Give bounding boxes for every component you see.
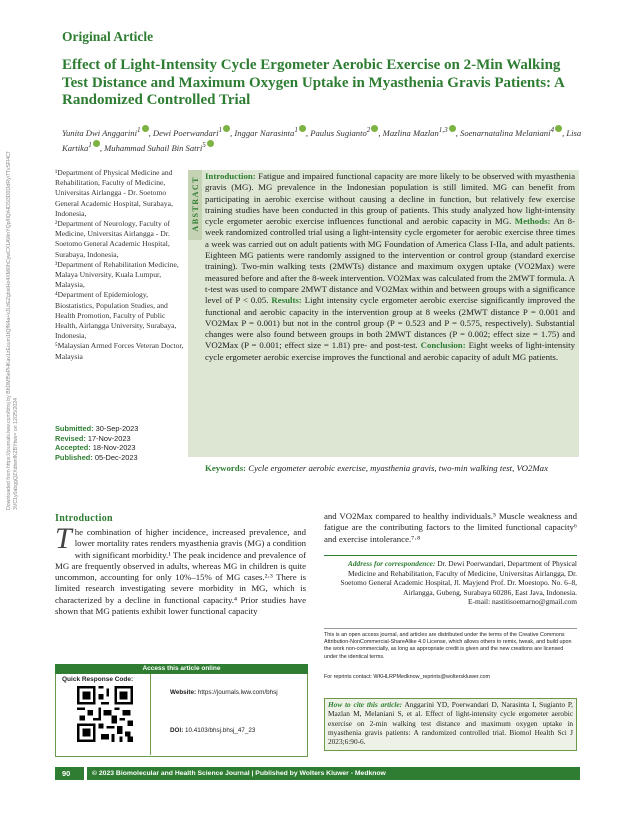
author-affil-sup: 2 (366, 126, 371, 134)
author-affil-sup: 5 (202, 141, 206, 150)
orcid-icon[interactable] (207, 140, 214, 147)
author-affil-sup: 1 (88, 141, 92, 150)
license-notice: This is an open access journal, and articles are distributed under the terms of the Creative Commons Attribution-NonCommercial-ShareAlike 4.0 License, which allows others to remix, tweak, and build upon the work non-commercially, as long as appropriate credit is given and the new creations are licensed under the identical terms. (324, 628, 577, 661)
affiliation: ³Department of Rehabilitation Medicine, Malaya University, Kuala Lumpur, Malaysia, (55, 259, 179, 290)
submitted-label: Submitted: (55, 424, 94, 433)
download-watermark-strip (6, 150, 40, 510)
page-number: 90 (62, 769, 71, 778)
qr-code-label: Quick Response Code: (62, 676, 134, 683)
abstract-conclusion-label: Conclusion: (420, 340, 466, 351)
keywords-label: Keywords: (205, 463, 247, 473)
orcid-icon[interactable] (555, 125, 562, 132)
citation-body: Anggarini YD, Poerwandari D, Narasinta I, Sugianto P, Mazlan M, Melaniani S, et al. Effect of light-intensity cycle ergometer aerobic exercise on 2-min walking test distance and maximum oxygen uptake in myasthenia gravis patients: A randomized controlled trial. Biomol Health Sci J 2023;6:90-6. (328, 700, 573, 747)
footer-text: © 2023 Biomolecular and Health Science Journal | Published by Wolters Kluwer - Medknow (92, 770, 386, 777)
submitted-date: 30-Sep-2023 (95, 424, 139, 433)
abstract-results: Light intensity cycle ergometer aerobic exercise significantly improved the functional and aerobic capacity in the intervention group at 8 weeks (2MWT distance P = 0.001 and VO2Max P = 0.001) but not in the control group (P = 0.523 and P = 0.575, respectively). Substantial changes were also found between groups in both 2MWT distances (P = 0.002; effect size = 1.75) and VO2Max (P = 0.001; effect size = 1.81) pre- and post-test. (205, 295, 576, 351)
introduction-text (55, 522, 306, 617)
author-name[interactable]: Lisa Kartika (62, 127, 582, 154)
introduction-paragraph: he combination of higher incidence, increased prevalence, and lower mortality rates renders myasthenia gravis (MG) a condition with significant morbidity.¹ The peak incidence and prevalence of MG are frequently observed in adults, whereas MG in children is quite uncommon, accounting for only 10%–15% of MG cases.²·³ There is limited research investigating severe morbidity in MG, which is characterized by a decline in functional capacity.⁴ Prior studies have shown that MG patients exhibit lower functional capacity (55, 527, 306, 617)
introduction-continued: and VO2Max compared to healthy individuals.⁵ Muscle weakness and fatigue are the contributing factors to the limited functional capacity⁶ and exercise intolerance.⁷·⁸ (324, 511, 577, 544)
qr-code-icon[interactable] (77, 686, 133, 742)
author-affil-sup: 1 (136, 126, 141, 134)
journal-website[interactable] (170, 689, 278, 696)
abstract-methods: An 8-week randomized controlled trial using a light-intensity cycle ergometer for aerobic exercise three times a week was carried out on adult patients with MG Foundation of America Class I-IIa, and adult patients. Eighteen MG patients were randomly assigned to the intervention or control group (standard exercise training). Two-min walking tests (2MWTs) distance and maximum oxygen uptake (VO2Max) were measured before and after the 8-week intervention. VO2Max was calculated from the 2MWT formula. A t-test was used to compare 2MWT distance and VO2Max within and between groups with a significance level of P < 0.05. (205, 216, 575, 306)
author-affil-sup: 1 (294, 126, 298, 134)
article-doi[interactable] (170, 727, 255, 734)
drop-cap: T (55, 522, 72, 555)
website-label: Website: (170, 689, 197, 696)
author-name[interactable]: Inggar Narasinta (234, 127, 295, 138)
abstract-tab-label: ABSTRACT (190, 176, 200, 232)
author-name[interactable]: Paulus Sugianto (310, 127, 367, 138)
abstract-results-label: Results: (271, 295, 302, 306)
reprints-contact[interactable]: For reprints contact: WKHLRPMedknow_reprints@wolterskluwer.com (324, 674, 491, 680)
author-name[interactable]: Muhammad Suhail Bin Satri (104, 143, 203, 154)
doi-value[interactable]: 10.4103/bhsj.bhsj_47_23 (185, 727, 256, 734)
article-title: Effect of Light-Intensity Cycle Ergometer Aerobic Exercise on 2-Min Walking Test Distance and Maximum Oxygen Uptake in Myasthenia Gravis Patients: A Randomized Controlled Trial (62, 57, 564, 108)
doi-label: DOI: (170, 727, 184, 734)
orcid-icon[interactable] (93, 140, 100, 147)
download-watermark-text: Downloaded from https://journals.lww.com/bhsj by BhDMf5ePHKav1zEoum1tQfN4a+kJLhEZgbsIHo4XMi0hCywCX1AWnYQp/IlQrHD3i3D0OdRyi7TvSFl4Cf3VC1y0abggQZXdtwnfKZBYtws= on 12/25/2024 (6, 151, 19, 510)
affiliations (55, 168, 185, 362)
author-affil-sup: 1 (218, 126, 223, 134)
author-name[interactable]: Mazlina Mazlan (382, 127, 439, 138)
revised-label: Revised: (55, 433, 86, 443)
accepted-date: 18-Nov-2023 (92, 443, 136, 453)
author-name[interactable]: Yunita Dwi Anggarini (62, 127, 137, 138)
accepted-label: Accepted: (55, 443, 91, 453)
abstract-tab (188, 170, 202, 240)
orcid-icon[interactable] (223, 125, 230, 132)
abstract-intro: Fatigue and impaired functional capacity are more likely to be observed with myasthenia gravis (MG). MG prevalence in the Indonesian population is still limited. MG can benefit from participating in aerobic exercise without causing a decline in function, but relatively few exercise training studies have been conducted in this group of patients. This study analyzed how light-intensity cycle ergometer aerobic exercise influences functional and aerobic capacity in MG. (205, 171, 575, 227)
affiliation: ¹Department of Physical Medicine and Rehabilitation, Faculty of Medicine, Universitas Airlangga - Dr. Soetomo General Academic Hospital, Surabaya, Indonesia, (55, 168, 173, 218)
correspondence-email[interactable]: E-mail: nastitisoemarno@gmail.com (467, 597, 577, 606)
affiliation: ⁴Department of Epidemiology, Biostatistics, Population Studies, and Health Promotion, Faculty of Public Health, Airlangga University, Surabaya, Indonesia, (55, 290, 177, 341)
correspondence-box (324, 555, 577, 607)
section-heading-introduction: Introduction (55, 513, 113, 524)
correspondence-label: Address for correspondence: (347, 559, 436, 568)
author-affil-sup: 4 (550, 126, 555, 134)
orcid-icon[interactable] (299, 125, 306, 132)
author-list: Yunita Dwi Anggarini$^1$ , Dewi Poerwandari$^1$ , Inggar Narasinta$^1$ , Paulus Sugianto$^2$ , Mazlina Mazlan$^{1,3}$ , Soenarnatalina Melaniani$^4$ , Lisa Kartika$^1$ , Muhammad Suhail Bin Satri$^5$ (62, 126, 582, 154)
author-name[interactable]: Dewi Poerwandari (152, 127, 219, 138)
published-label: Published: (55, 452, 93, 462)
website-url[interactable]: https://journals.lww.com/bhsj (197, 689, 278, 696)
abstract-text (205, 171, 575, 363)
author-affil-sup: 1,3 (438, 126, 448, 134)
access-online-header: Access this article online (55, 664, 308, 674)
author-name[interactable]: Soenarnatalina Melaniani (460, 127, 551, 138)
revised-date: 17-Nov-2023 (87, 433, 131, 443)
abstract-conclusion: Eight weeks of light-intensity cycle ergometer aerobic exercise improves the functional and aerobic capacity of adult MG patients. (205, 340, 576, 362)
citation-text (328, 700, 573, 746)
article-dates (55, 424, 185, 462)
footer-divider (84, 767, 87, 780)
affiliation: ²Department of Neurology, Faculty of Medicine, Universitas Airlangga - Dr. Soetomo General Academic Hospital, Surabaya, Indonesia, (55, 219, 171, 259)
orcid-icon[interactable] (142, 125, 149, 132)
abstract-methods-label: Methods: (514, 216, 551, 227)
affiliation: ⁵Malaysian Armed Forces Veteran Doctor, Malaysia (55, 341, 184, 361)
correspondence-text: Dr. Dewi Poerwandari, Department of Physical Medicine and Rehabilitation, Faculty of Medicine, Universitas Airlangga, Dr. Soetomo General Academic Hospital, Jl. Mayjend Prof. Dr. Moestopo. No. 6–8, Airlangga, Gubeng, Surabaya 60286, East Java, Indonesia. (340, 559, 577, 597)
access-divider (150, 674, 151, 755)
orcid-icon[interactable] (449, 125, 456, 132)
abstract-intro-label: Introduction: (205, 171, 256, 181)
orcid-icon[interactable] (371, 125, 378, 132)
citation-label: How to cite this article: (328, 700, 403, 709)
article-type: Original Article (62, 29, 154, 44)
keywords-text: Cycle ergometer aerobic exercise, myasthenia gravis, two-min walking test, VO2Max (248, 463, 548, 473)
keywords (205, 463, 575, 474)
published-date: 05-Dec-2023 (94, 452, 138, 462)
